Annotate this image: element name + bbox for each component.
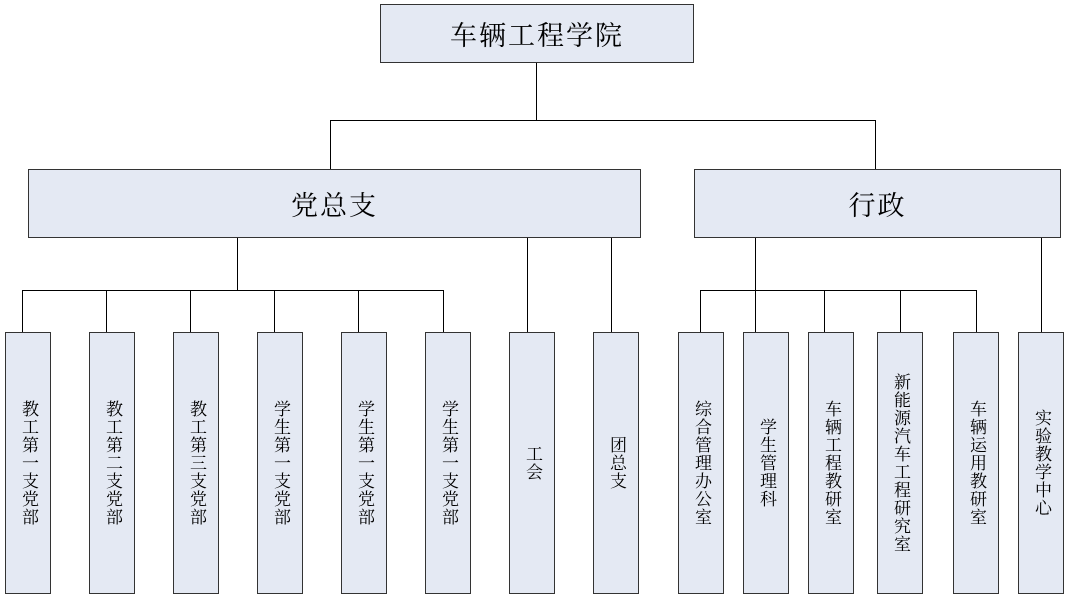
connector-admin-drop-2 bbox=[755, 290, 756, 332]
connector-admin-drop-6 bbox=[1041, 238, 1042, 332]
node-admin-unit-2 bbox=[743, 332, 789, 594]
connector-admin-drop-4 bbox=[900, 290, 901, 332]
connector-party-stem bbox=[237, 238, 238, 290]
node-admin-unit-1-label: 综合管理办公室 bbox=[692, 400, 712, 526]
node-party-unit-5-label: 学生第一支党部 bbox=[355, 400, 375, 526]
node-root bbox=[380, 4, 694, 63]
node-admin-unit-5 bbox=[953, 332, 999, 594]
connector-party-drop-4 bbox=[274, 290, 275, 332]
node-party-unit-3 bbox=[173, 332, 219, 594]
node-admin-unit-4-label: 新能源汽车工程研究室 bbox=[891, 373, 911, 553]
connector-party-drop-5 bbox=[358, 290, 359, 332]
node-party-unit-8 bbox=[593, 332, 639, 594]
node-branch-party bbox=[28, 169, 641, 238]
node-party-unit-6-label: 学生第一支党部 bbox=[439, 400, 459, 526]
connector-party-bus bbox=[22, 290, 444, 291]
node-admin-unit-6 bbox=[1018, 332, 1064, 594]
node-admin-unit-3-label: 车辆工程教研室 bbox=[822, 400, 842, 526]
connector-party-drop-7 bbox=[527, 238, 528, 332]
node-party-unit-1 bbox=[5, 332, 51, 594]
node-branch-admin-label: 行政 bbox=[848, 191, 907, 221]
connector-admin-bus bbox=[700, 290, 976, 291]
node-party-unit-2 bbox=[89, 332, 135, 594]
node-party-unit-7-label: 工会 bbox=[523, 445, 543, 481]
connector-level2-bus bbox=[330, 120, 875, 121]
connector-admin-stem bbox=[755, 238, 756, 290]
connector-party-drop-2 bbox=[106, 290, 107, 332]
connector-party-drop-1 bbox=[22, 290, 23, 332]
node-party-unit-7 bbox=[509, 332, 555, 594]
connector-admin-drop-1 bbox=[700, 290, 701, 332]
node-branch-admin bbox=[694, 169, 1061, 238]
connector-admin-drop-5 bbox=[976, 290, 977, 332]
connector-party-drop-3 bbox=[190, 290, 191, 332]
node-party-unit-3-label: 教工第三支党部 bbox=[187, 400, 207, 526]
node-root-label: 车辆工程学院 bbox=[450, 21, 624, 51]
connector-branch-party bbox=[330, 120, 331, 169]
node-party-unit-5 bbox=[341, 332, 387, 594]
connector-branch-admin bbox=[875, 120, 876, 169]
node-party-unit-8-label: 团总支 bbox=[607, 436, 627, 490]
node-party-unit-6 bbox=[425, 332, 471, 594]
node-party-unit-4 bbox=[257, 332, 303, 594]
connector-admin-drop-3 bbox=[824, 290, 825, 332]
node-admin-unit-2-label: 学生管理科 bbox=[757, 418, 777, 508]
node-branch-party-label: 党总支 bbox=[291, 191, 378, 221]
connector-root-stem bbox=[536, 63, 537, 120]
connector-party-drop-8 bbox=[611, 238, 612, 332]
node-admin-unit-3 bbox=[808, 332, 854, 594]
node-party-unit-4-label: 学生第一支党部 bbox=[271, 400, 291, 526]
node-party-unit-1-label: 教工第一支党部 bbox=[19, 400, 39, 526]
node-admin-unit-1 bbox=[678, 332, 724, 594]
node-admin-unit-4 bbox=[877, 332, 923, 594]
node-admin-unit-6-label: 实验教学中心 bbox=[1032, 409, 1052, 517]
node-admin-unit-5-label: 车辆运用教研室 bbox=[967, 400, 987, 526]
node-party-unit-2-label: 教工第二支党部 bbox=[103, 400, 123, 526]
connector-party-drop-6 bbox=[443, 290, 444, 332]
